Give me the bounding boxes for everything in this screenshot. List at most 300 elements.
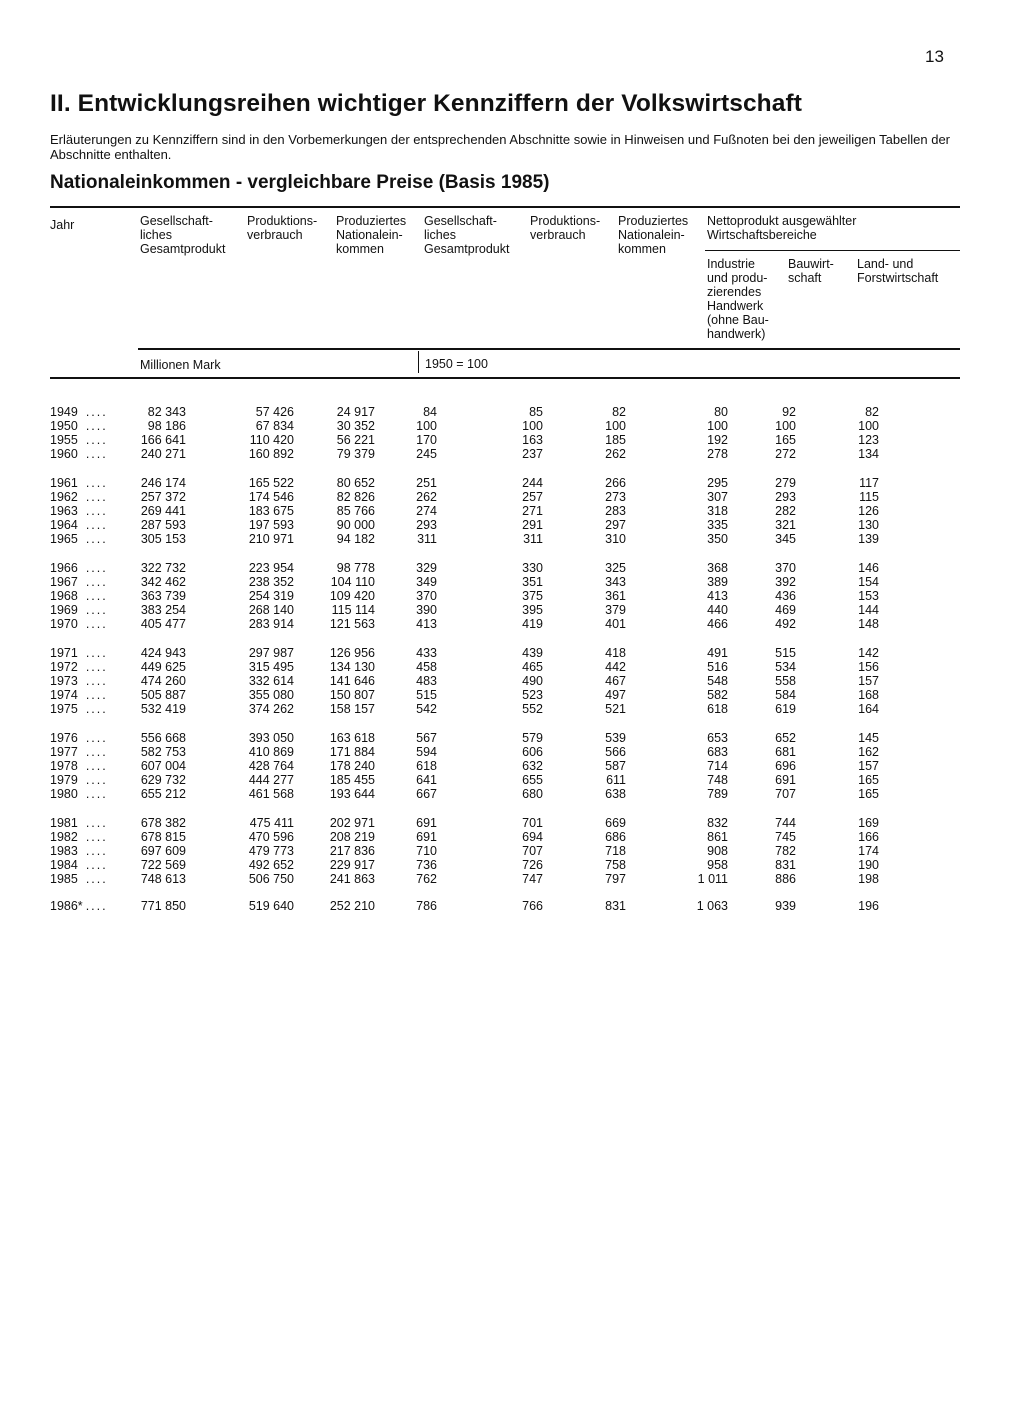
cell-produktionsverbrauch-abs: 165 522: [248, 476, 294, 490]
cell-produktionsverbrauch-idx: 766: [522, 899, 543, 913]
cell-produktionsverbrauch-abs: 67 834: [255, 419, 294, 433]
cell-bauwirtschaft: 370: [775, 561, 796, 575]
cell-gesamtprodukt-abs: 269 441: [140, 504, 186, 518]
row-year: [50, 899, 108, 913]
cell-produktionsverbrauch-idx: 707: [522, 844, 543, 858]
cell-gesamtprodukt-abs: 655 212: [140, 787, 186, 801]
cell-nationaleinkommen-abs: 229 917: [329, 858, 375, 872]
cell-landwirtschaft: 166: [858, 830, 879, 844]
cell-nationaleinkommen-idx: 283: [605, 504, 626, 518]
leader-dots: ....: [85, 745, 108, 759]
row-year: [50, 858, 108, 872]
cell-produktionsverbrauch-abs: 238 352: [248, 575, 294, 589]
cell-gesamtprodukt-idx: 84: [423, 405, 437, 419]
cell-nationaleinkommen-abs: 79 379: [336, 447, 375, 461]
cell-landwirtschaft: 144: [858, 603, 879, 617]
cell-produktionsverbrauch-idx: 579: [522, 731, 543, 745]
cell-landwirtschaft: 168: [858, 688, 879, 702]
cell-industrie: 413: [707, 589, 728, 603]
cell-produktionsverbrauch-abs: 410 869: [248, 745, 294, 759]
year-label: 1967: [50, 575, 78, 589]
cell-nationaleinkommen-idx: 185: [605, 433, 626, 447]
cell-produktionsverbrauch-abs: 374 262: [248, 702, 294, 716]
cell-gesamtprodukt-idx: 786: [416, 899, 437, 913]
row-year: [50, 773, 108, 787]
cell-landwirtschaft: 154: [858, 575, 879, 589]
leader-dots: ....: [85, 816, 108, 830]
cell-produktionsverbrauch-abs: 355 080: [248, 688, 294, 702]
cell-bauwirtschaft: 681: [775, 745, 796, 759]
cell-produktionsverbrauch-idx: 375: [522, 589, 543, 603]
cell-nationaleinkommen-abs: 115 114: [331, 603, 375, 617]
cell-nationaleinkommen-abs: 141 646: [329, 674, 375, 688]
cell-bauwirtschaft: 515: [775, 646, 796, 660]
leader-dots: ....: [85, 589, 108, 603]
table-title: Nationaleinkommen - vergleichbare Preise (Basis 1985): [50, 172, 550, 193]
header-landwirtschaft: Land- und Forstwirtschaft: [857, 257, 939, 285]
year-label: 1966: [50, 561, 78, 575]
cell-gesamtprodukt-abs: 678 382: [140, 816, 186, 830]
cell-produktionsverbrauch-idx: 419: [522, 617, 543, 631]
leader-dots: ....: [85, 759, 108, 773]
cell-nationaleinkommen-abs: 134 130: [329, 660, 375, 674]
cell-bauwirtschaft: 92: [782, 405, 796, 419]
cell-nationaleinkommen-idx: 718: [605, 844, 626, 858]
header-nettoprodukt-group: Nettoprodukt ausgewählter Wirtschaftsbereiche: [707, 214, 857, 242]
cell-produktionsverbrauch-idx: 351: [522, 575, 543, 589]
cell-landwirtschaft: 145: [858, 731, 879, 745]
year-label: 1961: [50, 476, 78, 490]
cell-industrie: 832: [707, 816, 728, 830]
cell-industrie: 548: [707, 674, 728, 688]
header-nationaleinkommen-abs: Produziertes Nationalein- kommen: [336, 214, 407, 256]
row-year: [50, 447, 108, 461]
cell-gesamtprodukt-abs: 405 477: [140, 617, 186, 631]
year-label: 1949: [50, 405, 78, 419]
cell-landwirtschaft: 156: [858, 660, 879, 674]
row-year: [50, 702, 108, 716]
cell-produktionsverbrauch-abs: 110 420: [249, 433, 294, 447]
cell-produktionsverbrauch-abs: 197 593: [248, 518, 294, 532]
cell-gesamtprodukt-idx: 594: [416, 745, 437, 759]
cell-bauwirtschaft: 584: [775, 688, 796, 702]
leader-dots: ....: [85, 603, 108, 617]
leader-dots: ....: [85, 660, 108, 674]
year-label: 1971: [50, 646, 78, 660]
row-year: [50, 476, 108, 490]
cell-gesamtprodukt-abs: 342 462: [140, 575, 186, 589]
year-label: 1968: [50, 589, 78, 603]
leader-dots: ....: [85, 844, 108, 858]
cell-nationaleinkommen-abs: 178 240: [329, 759, 375, 773]
cell-produktionsverbrauch-abs: 57 426: [255, 405, 294, 419]
cell-gesamtprodukt-abs: 240 271: [140, 447, 186, 461]
cell-nationaleinkommen-abs: 163 618: [329, 731, 375, 745]
leader-dots: ....: [85, 447, 108, 461]
cell-produktionsverbrauch-idx: 100: [522, 419, 543, 433]
cell-bauwirtschaft: 436: [775, 589, 796, 603]
cell-bauwirtschaft: 782: [775, 844, 796, 858]
cell-landwirtschaft: 157: [858, 759, 879, 773]
cell-gesamtprodukt-abs: 629 732: [140, 773, 186, 787]
cell-landwirtschaft: 130: [858, 518, 879, 532]
cell-gesamtprodukt-idx: 349: [416, 575, 437, 589]
cell-nationaleinkommen-abs: 252 210: [329, 899, 375, 913]
row-year: [50, 617, 108, 631]
cell-bauwirtschaft: 165: [775, 433, 796, 447]
cell-landwirtschaft: 190: [858, 858, 879, 872]
cell-nationaleinkommen-abs: 185 455: [329, 773, 375, 787]
leader-dots: ....: [85, 702, 108, 716]
cell-nationaleinkommen-abs: 241 863: [329, 872, 375, 886]
cell-nationaleinkommen-idx: 82: [612, 405, 626, 419]
cell-bauwirtschaft: 745: [775, 830, 796, 844]
cell-nationaleinkommen-idx: 361: [605, 589, 626, 603]
cell-gesamtprodukt-abs: 257 372: [140, 490, 186, 504]
cell-landwirtschaft: 134: [858, 447, 879, 461]
cell-landwirtschaft: 169: [858, 816, 879, 830]
cell-nationaleinkommen-idx: 521: [605, 702, 626, 716]
cell-landwirtschaft: 82: [865, 405, 879, 419]
cell-nationaleinkommen-abs: 104 110: [330, 575, 375, 589]
cell-landwirtschaft: 126: [858, 504, 879, 518]
leader-dots: ....: [85, 617, 108, 631]
leader-dots: ....: [85, 518, 108, 532]
cell-produktionsverbrauch-idx: 701: [522, 816, 543, 830]
cell-gesamtprodukt-abs: 424 943: [140, 646, 186, 660]
cell-produktionsverbrauch-idx: 330: [522, 561, 543, 575]
cell-bauwirtschaft: 939: [775, 899, 796, 913]
leader-dots: ....: [85, 490, 108, 504]
cell-gesamtprodukt-idx: 542: [416, 702, 437, 716]
leader-dots: ....: [85, 830, 108, 844]
cell-gesamtprodukt-idx: 691: [416, 830, 437, 844]
cell-nationaleinkommen-idx: 686: [605, 830, 626, 844]
cell-nationaleinkommen-idx: 566: [605, 745, 626, 759]
intro-text: Erläuterungen zu Kennziffern sind in den Vorbemerkungen der entsprechenden Abschnitte sowie in Hinweisen und Fußnoten bei den jeweiligen Tabellen der Abschnitte enthalten.: [50, 132, 951, 162]
year-label: 1970: [50, 617, 78, 631]
cell-landwirtschaft: 174: [858, 844, 879, 858]
cell-bauwirtschaft: 279: [775, 476, 796, 490]
cell-produktionsverbrauch-abs: 470 596: [248, 830, 294, 844]
cell-gesamtprodukt-idx: 293: [416, 518, 437, 532]
cell-industrie: 466: [707, 617, 728, 631]
header-nationaleinkommen-idx: Produziertes Nationalein- kommen: [618, 214, 689, 256]
row-year: [50, 816, 108, 830]
cell-gesamtprodukt-idx: 433: [416, 646, 437, 660]
cell-landwirtschaft: 148: [858, 617, 879, 631]
cell-gesamtprodukt-idx: 762: [416, 872, 437, 886]
cell-gesamtprodukt-abs: 287 593: [140, 518, 186, 532]
row-year: [50, 872, 108, 886]
cell-gesamtprodukt-idx: 458: [416, 660, 437, 674]
cell-nationaleinkommen-abs: 90 000: [336, 518, 375, 532]
cell-gesamtprodukt-abs: 505 887: [140, 688, 186, 702]
cell-industrie: 789: [707, 787, 728, 801]
row-year: [50, 575, 108, 589]
cell-gesamtprodukt-abs: 98 186: [147, 419, 186, 433]
cell-produktionsverbrauch-abs: 492 652: [248, 858, 294, 872]
cell-gesamtprodukt-idx: 311: [417, 532, 437, 546]
cell-nationaleinkommen-abs: 94 182: [336, 532, 375, 546]
row-year: [50, 518, 108, 532]
year-label: 1960: [50, 447, 78, 461]
header-bauwirtschaft: Bauwirt- schaft: [788, 257, 834, 285]
cell-gesamtprodukt-abs: 607 004: [140, 759, 186, 773]
cell-produktionsverbrauch-abs: 160 892: [248, 447, 294, 461]
cell-produktionsverbrauch-abs: 461 568: [248, 787, 294, 801]
cell-landwirtschaft: 162: [858, 745, 879, 759]
cell-bauwirtschaft: 558: [775, 674, 796, 688]
cell-nationaleinkommen-abs: 80 652: [336, 476, 375, 490]
cell-landwirtschaft: 153: [858, 589, 879, 603]
cell-produktionsverbrauch-abs: 475 411: [249, 816, 294, 830]
leader-dots: ....: [85, 787, 108, 801]
year-label: 1983: [50, 844, 78, 858]
cell-nationaleinkommen-idx: 266: [605, 476, 626, 490]
cell-gesamtprodukt-idx: 710: [416, 844, 437, 858]
cell-nationaleinkommen-idx: 343: [605, 575, 626, 589]
cell-produktionsverbrauch-abs: 223 954: [248, 561, 294, 575]
header-produktionsverbrauch-idx: Produktions- verbrauch: [530, 214, 601, 242]
cell-industrie: 908: [707, 844, 728, 858]
cell-gesamtprodukt-idx: 274: [416, 504, 437, 518]
cell-gesamtprodukt-idx: 245: [416, 447, 437, 461]
cell-industrie: 582: [707, 688, 728, 702]
year-label: 1975: [50, 702, 78, 716]
row-year: [50, 674, 108, 688]
cell-nationaleinkommen-idx: 401: [605, 617, 626, 631]
leader-dots: ....: [85, 405, 108, 419]
cell-industrie: 295: [707, 476, 728, 490]
leader-dots: ....: [85, 773, 108, 787]
cell-industrie: 491: [707, 646, 728, 660]
cell-produktionsverbrauch-abs: 393 050: [248, 731, 294, 745]
cell-nationaleinkommen-abs: 98 778: [336, 561, 375, 575]
cell-bauwirtschaft: 691: [775, 773, 796, 787]
cell-landwirtschaft: 146: [858, 561, 879, 575]
cell-gesamtprodukt-idx: 251: [416, 476, 437, 490]
year-label: 1980: [50, 787, 78, 801]
row-year: [50, 745, 108, 759]
cell-gesamtprodukt-idx: 618: [416, 759, 437, 773]
cell-gesamtprodukt-abs: 449 625: [140, 660, 186, 674]
cell-bauwirtschaft: 282: [775, 504, 796, 518]
cell-nationaleinkommen-abs: 126 956: [329, 646, 375, 660]
cell-bauwirtschaft: 707: [775, 787, 796, 801]
row-year: [50, 589, 108, 603]
cell-nationaleinkommen-abs: 82 826: [336, 490, 375, 504]
cell-nationaleinkommen-abs: 193 644: [329, 787, 375, 801]
cell-gesamtprodukt-abs: 748 613: [140, 872, 186, 886]
cell-produktionsverbrauch-idx: 490: [522, 674, 543, 688]
cell-produktionsverbrauch-abs: 283 914: [248, 617, 294, 631]
year-label: 1978: [50, 759, 78, 773]
page-number: 13: [925, 47, 944, 66]
unit-millionen-mark: Millionen Mark: [140, 358, 221, 372]
year-label: 1977: [50, 745, 78, 759]
cell-gesamtprodukt-idx: 736: [416, 858, 437, 872]
cell-gesamtprodukt-abs: 582 753: [140, 745, 186, 759]
table-top-rule: [50, 206, 960, 208]
cell-nationaleinkommen-idx: 418: [605, 646, 626, 660]
row-year: [50, 419, 108, 433]
table-header-end-rule: [50, 377, 960, 379]
cell-produktionsverbrauch-abs: 174 546: [248, 490, 294, 504]
leader-dots: ....: [85, 646, 108, 660]
year-label: 1950: [50, 419, 78, 433]
cell-produktionsverbrauch-abs: 254 319: [248, 589, 294, 603]
year-label: 1986*: [50, 899, 83, 913]
cell-industrie: 80: [714, 405, 728, 419]
cell-nationaleinkommen-abs: 30 352: [336, 419, 375, 433]
cell-bauwirtschaft: 321: [775, 518, 796, 532]
cell-landwirtschaft: 157: [858, 674, 879, 688]
cell-gesamtprodukt-abs: 532 419: [140, 702, 186, 716]
cell-landwirtschaft: 142: [858, 646, 879, 660]
cell-nationaleinkommen-abs: 150 807: [329, 688, 375, 702]
cell-nationaleinkommen-abs: 121 563: [329, 617, 375, 631]
year-label: 1972: [50, 660, 78, 674]
cell-industrie: 389: [707, 575, 728, 589]
cell-gesamtprodukt-idx: 370: [416, 589, 437, 603]
cell-nationaleinkommen-abs: 24 917: [336, 405, 375, 419]
cell-produktionsverbrauch-idx: 163: [522, 433, 543, 447]
cell-bauwirtschaft: 831: [775, 858, 796, 872]
leader-dots: ....: [85, 872, 108, 886]
cell-industrie: 1 011: [697, 872, 728, 886]
cell-produktionsverbrauch-idx: 606: [522, 745, 543, 759]
cell-produktionsverbrauch-idx: 747: [522, 872, 543, 886]
cell-gesamtprodukt-idx: 691: [416, 816, 437, 830]
cell-industrie: 278: [707, 447, 728, 461]
leader-dots: ....: [85, 575, 108, 589]
cell-industrie: 653: [707, 731, 728, 745]
cell-produktionsverbrauch-idx: 85: [529, 405, 543, 419]
cell-nationaleinkommen-idx: 497: [605, 688, 626, 702]
leader-dots: ....: [85, 858, 108, 872]
header-gesamtprodukt-idx: Gesellschaft- liches Gesamtprodukt: [424, 214, 510, 256]
year-label: 1973: [50, 674, 78, 688]
cell-gesamtprodukt-idx: 390: [416, 603, 437, 617]
cell-produktionsverbrauch-idx: 244: [522, 476, 543, 490]
row-year: [50, 731, 108, 745]
cell-produktionsverbrauch-abs: 428 764: [248, 759, 294, 773]
cell-produktionsverbrauch-abs: 183 675: [248, 504, 294, 518]
cell-nationaleinkommen-idx: 325: [605, 561, 626, 575]
row-year: [50, 561, 108, 575]
leader-dots: ....: [85, 731, 108, 745]
year-label: 1965: [50, 532, 78, 546]
cell-gesamtprodukt-abs: 474 260: [140, 674, 186, 688]
cell-produktionsverbrauch-idx: 395: [522, 603, 543, 617]
header-gesamtprodukt-abs: Gesellschaft- liches Gesamtprodukt: [140, 214, 226, 256]
cell-industrie: 350: [707, 532, 728, 546]
cell-nationaleinkommen-idx: 587: [605, 759, 626, 773]
cell-nationaleinkommen-abs: 171 884: [329, 745, 375, 759]
cell-produktionsverbrauch-abs: 519 640: [248, 899, 294, 913]
cell-produktionsverbrauch-abs: 332 614: [248, 674, 294, 688]
cell-produktionsverbrauch-idx: 523: [522, 688, 543, 702]
cell-gesamtprodukt-idx: 641: [416, 773, 437, 787]
cell-nationaleinkommen-abs: 202 971: [329, 816, 375, 830]
cell-bauwirtschaft: 696: [775, 759, 796, 773]
cell-landwirtschaft: 123: [858, 433, 879, 447]
year-label: 1979: [50, 773, 78, 787]
cell-gesamtprodukt-idx: 413: [416, 617, 437, 631]
year-label: 1976: [50, 731, 78, 745]
cell-bauwirtschaft: 293: [775, 490, 796, 504]
cell-bauwirtschaft: 886: [775, 872, 796, 886]
cell-industrie: 958: [707, 858, 728, 872]
row-year: [50, 646, 108, 660]
cell-industrie: 192: [707, 433, 728, 447]
cell-nationaleinkommen-idx: 797: [605, 872, 626, 886]
cell-gesamtprodukt-idx: 515: [416, 688, 437, 702]
cell-gesamtprodukt-idx: 100: [416, 419, 437, 433]
header-jahr: Jahr: [50, 218, 75, 232]
cell-landwirtschaft: 164: [858, 702, 879, 716]
cell-nationaleinkommen-abs: 217 836: [329, 844, 375, 858]
cell-gesamtprodukt-abs: 771 850: [140, 899, 186, 913]
year-label: 1981: [50, 816, 78, 830]
cell-nationaleinkommen-idx: 297: [605, 518, 626, 532]
row-year: [50, 688, 108, 702]
year-label: 1964: [50, 518, 78, 532]
group-header-rule: [705, 250, 960, 251]
cell-produktionsverbrauch-abs: 210 971: [248, 532, 294, 546]
cell-produktionsverbrauch-idx: 632: [522, 759, 543, 773]
header-bottom-rule: [138, 348, 960, 350]
leader-dots: ....: [85, 476, 108, 490]
row-year: [50, 532, 108, 546]
cell-produktionsverbrauch-abs: 268 140: [248, 603, 294, 617]
cell-produktionsverbrauch-idx: 291: [522, 518, 543, 532]
cell-gesamtprodukt-abs: 678 815: [140, 830, 186, 844]
row-year: [50, 504, 108, 518]
cell-landwirtschaft: 139: [858, 532, 879, 546]
cell-produktionsverbrauch-abs: 506 750: [248, 872, 294, 886]
year-label: 1969: [50, 603, 78, 617]
cell-landwirtschaft: 198: [858, 872, 879, 886]
cell-gesamtprodukt-idx: 329: [416, 561, 437, 575]
cell-landwirtschaft: 165: [858, 773, 879, 787]
cell-industrie: 618: [707, 702, 728, 716]
year-label: 1984: [50, 858, 78, 872]
row-year: [50, 433, 108, 447]
cell-bauwirtschaft: 492: [775, 617, 796, 631]
unit-divider-rule: [418, 351, 419, 373]
cell-bauwirtschaft: 619: [775, 702, 796, 716]
cell-industrie: 1 063: [696, 899, 728, 913]
cell-bauwirtschaft: 392: [775, 575, 796, 589]
cell-bauwirtschaft: 744: [775, 816, 796, 830]
cell-gesamtprodukt-abs: 722 569: [140, 858, 186, 872]
cell-nationaleinkommen-idx: 379: [605, 603, 626, 617]
cell-gesamtprodukt-idx: 170: [416, 433, 437, 447]
cell-nationaleinkommen-abs: 56 221: [336, 433, 375, 447]
cell-gesamtprodukt-idx: 262: [416, 490, 437, 504]
cell-nationaleinkommen-idx: 638: [605, 787, 626, 801]
leader-dots: ....: [85, 419, 108, 433]
cell-produktionsverbrauch-idx: 465: [522, 660, 543, 674]
leader-dots: ....: [85, 899, 108, 913]
cell-nationaleinkommen-abs: 109 420: [329, 589, 375, 603]
leader-dots: ....: [85, 688, 108, 702]
cell-landwirtschaft: 117: [859, 476, 879, 490]
cell-landwirtschaft: 165: [858, 787, 879, 801]
row-year: [50, 787, 108, 801]
